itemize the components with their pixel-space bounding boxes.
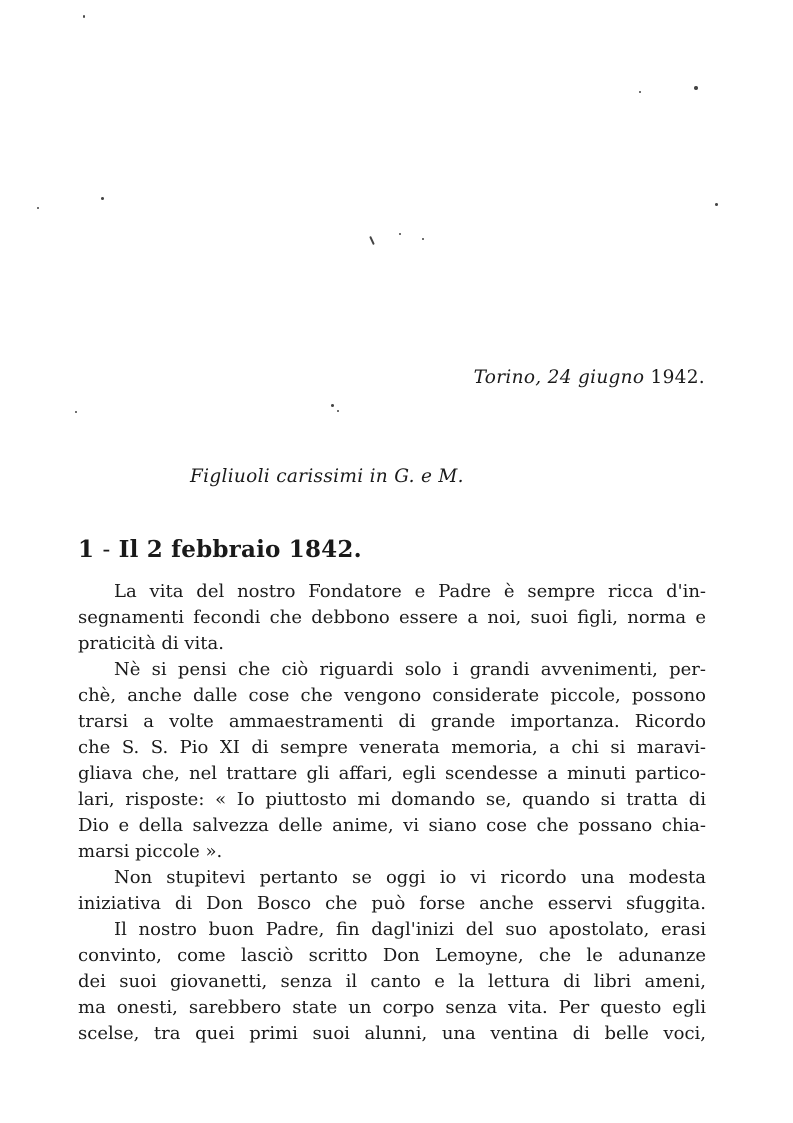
- scan-speck: [75, 411, 77, 413]
- section-title: Il 2 febbraio 1842.: [118, 536, 362, 563]
- scan-speck: [101, 197, 104, 200]
- text-line: Nè si pensi che ciò riguardi solo i grandi avvenimenti, per-: [114, 659, 706, 680]
- text-line: che S. S. Pio XI di sempre venerata memoria, a chi si maravi-: [78, 737, 706, 758]
- text-line: convinto, come lasciò scritto Don Lemoyne, che le adunanze: [78, 945, 706, 966]
- text-line: marsi piccole ».: [78, 841, 223, 862]
- section-number: 1: [78, 536, 95, 563]
- text-line: Dio e della salvezza delle anime, vi siano cose che possano chia-: [78, 815, 706, 836]
- text-line: iniziativa di Don Bosco che può forse anche esservi sfuggita.: [78, 893, 706, 914]
- text-line: gliava che, nel trattare gli affari, egli scendesse a minuti partico-: [78, 763, 706, 784]
- text-line: ma onesti, sarebbero state un corpo senza vita. Per questo egli: [78, 997, 706, 1018]
- scan-speck: [715, 203, 718, 206]
- dateline-year: 1942.: [650, 367, 705, 388]
- salutation: Figliuoli carissimi in G. e M.: [190, 466, 464, 487]
- section-heading: [78, 536, 362, 563]
- dateline: Torino, 24 giugno 1942.: [473, 367, 705, 388]
- text-line: Non stupitevi pertanto se oggi io vi ricordo una modesta: [114, 867, 706, 888]
- text-line: La vita del nostro Fondatore e Padre è sempre ricca d'in-: [114, 581, 706, 602]
- text-line: lari, risposte: « Io piuttosto mi domando se, quando si tratta di: [78, 789, 706, 810]
- scan-speck: [422, 238, 424, 240]
- text-line: Il nostro buon Padre, fin dagl'inizi del suo apostolato, erasi: [114, 919, 706, 940]
- scan-speck: [83, 15, 85, 18]
- scan-speck: [369, 236, 375, 245]
- scan-speck: [337, 410, 339, 412]
- text-line: trarsi a volte ammaestramenti di grande importanza. Ricordo: [78, 711, 706, 732]
- scan-speck: [694, 86, 698, 90]
- text-line: segnamenti fecondi che debbono essere a noi, suoi figli, norma e: [78, 607, 706, 628]
- text-line: dei suoi giovanetti, senza il canto e la lettura di libri ameni,: [78, 971, 706, 992]
- text-line: praticità di vita.: [78, 633, 224, 654]
- scan-speck: [639, 91, 641, 93]
- scan-speck: [331, 404, 334, 407]
- scan-speck: [37, 207, 39, 209]
- dateline-date: 24 giugno: [547, 367, 645, 388]
- body-text: [78, 579, 706, 1047]
- text-line: scelse, tra quei primi suoi alunni, una ventina di belle voci,: [78, 1023, 706, 1044]
- section-separator: -: [102, 537, 111, 563]
- scan-speck: [399, 233, 401, 235]
- text-line: chè, anche dalle cose che vengono considerate piccole, possono: [78, 685, 706, 706]
- dateline-city: Torino: [473, 367, 536, 388]
